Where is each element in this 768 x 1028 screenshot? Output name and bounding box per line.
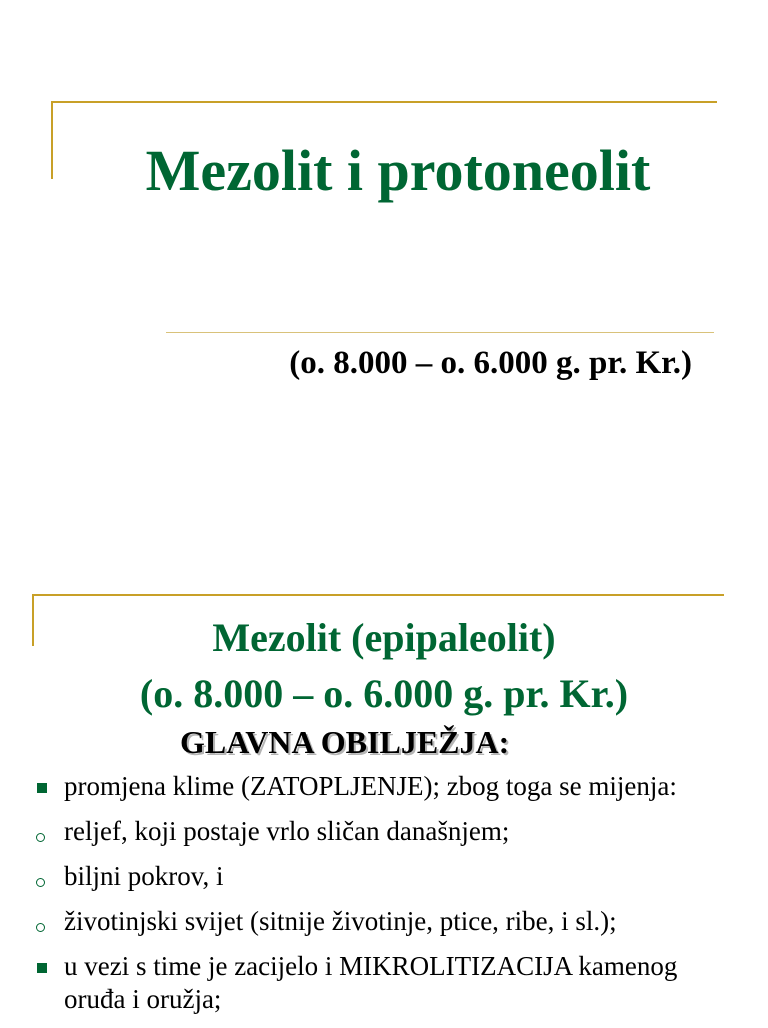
list-item <box>0 860 768 893</box>
slide-heading <box>0 610 768 722</box>
list-item-text: biljni pokrov, i <box>64 861 224 891</box>
list-item-text: reljef, koji postaje vrlo sličan današnjem; <box>64 816 510 846</box>
list-item <box>0 815 768 848</box>
subtitle-rule <box>166 332 714 333</box>
square-bullet-icon <box>37 783 47 793</box>
circle-bullet-icon <box>36 878 45 887</box>
top-rule <box>51 101 717 103</box>
circle-bullet-icon <box>36 923 45 932</box>
slide-title-subtitle: (o. 8.000 – o. 6.000 g. pr. Kr.) <box>289 345 692 381</box>
top-rule <box>32 594 724 596</box>
section-heading: GLAVNA OBILJEŽJA: <box>180 724 510 760</box>
list-item-text: životinjski svijet (sitnije životinje, ptice, ribe, i sl.); <box>64 906 617 936</box>
bullet-list <box>0 770 768 1028</box>
list-item-text: promjena klime (ZATOPLJENJE); zbog toga se mijenja: <box>64 771 677 801</box>
list-item-text: u vezi s time je zacijelo i MIKROLITIZACIJA kamenog oruđa i oružja; <box>64 951 678 1014</box>
slide-heading-line2: (o. 8.000 – o. 6.000 g. pr. Kr.) <box>139 671 629 716</box>
slide-heading-line1: Mezolit (epipaleolit) <box>212 615 556 660</box>
list-item <box>0 770 768 803</box>
list-item <box>0 905 768 938</box>
circle-bullet-icon <box>36 833 45 842</box>
square-bullet-icon <box>37 963 47 973</box>
slide-mezolit <box>0 580 768 1024</box>
list-item <box>0 950 768 1016</box>
slide-title-heading: Mezolit i protoneolit <box>145 138 651 203</box>
